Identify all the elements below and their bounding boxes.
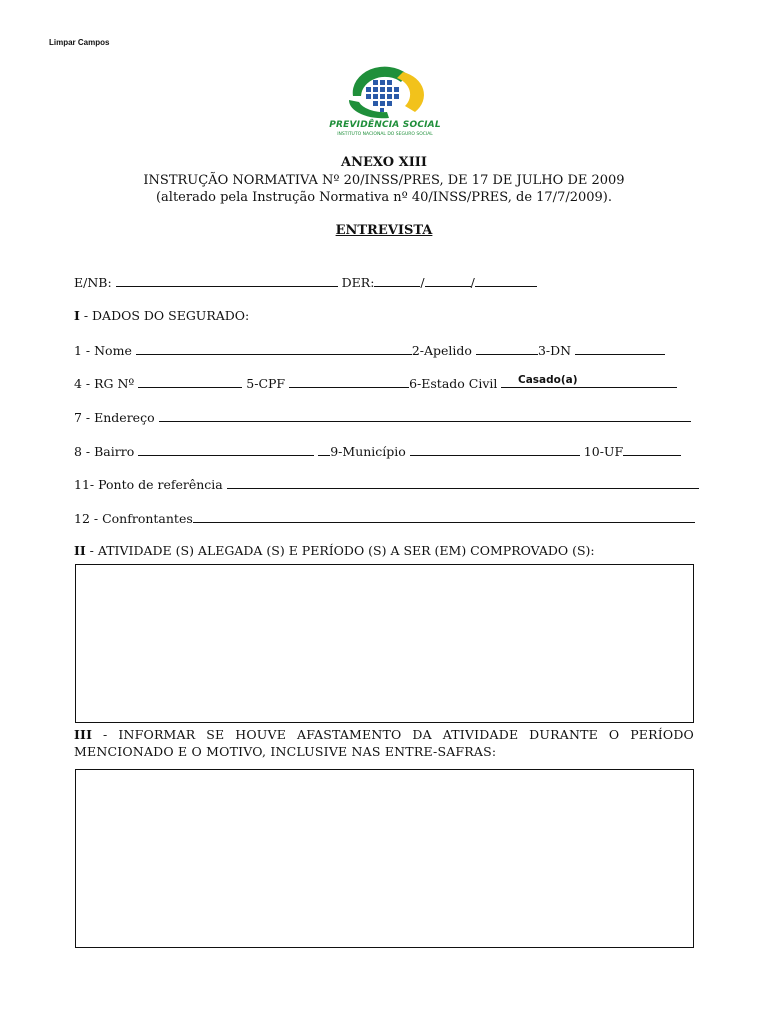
row-rg xyxy=(74,375,677,391)
der-label: DER: xyxy=(341,275,375,290)
row-confrontantes xyxy=(74,510,695,526)
previdencia-social-logo xyxy=(325,66,445,142)
rg-label: 4 - RG Nº xyxy=(74,376,135,391)
section-1-label: - DADOS DO SEGURADO: xyxy=(79,308,250,323)
section-3-number: III xyxy=(74,727,93,742)
uf-label: 10-UF xyxy=(583,444,624,459)
section-2-heading xyxy=(74,543,595,558)
estado-civil-value[interactable]: Casado(a) xyxy=(518,374,578,386)
rg-field[interactable] xyxy=(138,375,242,388)
confrontantes-field[interactable] xyxy=(193,510,695,523)
nome-field[interactable] xyxy=(136,342,412,355)
logo-subtitle: INSTITUTO NACIONAL DO SEGURO SOCIAL xyxy=(337,132,433,137)
der-sep-2: / xyxy=(470,275,475,290)
municipio-field[interactable] xyxy=(410,443,580,456)
dn-label: 3-DN xyxy=(537,343,572,358)
activities-textarea[interactable] xyxy=(76,565,693,722)
confrontantes-label: 12 - Confrontantes xyxy=(74,511,193,526)
referencia-label: 11- Ponto de referência xyxy=(74,477,223,492)
der-year-field[interactable] xyxy=(475,274,537,287)
row-endereco xyxy=(74,409,691,425)
cpf-label: 5-CPF xyxy=(246,376,286,391)
enb-der-row xyxy=(74,274,537,290)
altered-note: (alterado pela Instrução Normativa nº 40/INSS/PRES, de 17/7/2009). xyxy=(155,190,613,205)
cpf-field[interactable] xyxy=(289,375,409,388)
section-2-label: - ATIVIDADE (S) ALEGADA (S) E PERÍODO (S) A SER (EM) COMPROVADO (S): xyxy=(85,543,595,558)
instruction-heading: INSTRUÇÃO NORMATIVA Nº 20/INSS/PRES, DE 17 DE JULHO DE 2009 xyxy=(143,173,625,188)
bairro-field[interactable] xyxy=(138,443,314,456)
bairro-label: 8 - Bairro xyxy=(74,444,135,459)
nome-label: 1 - Nome xyxy=(74,343,132,358)
section-1-number: I xyxy=(74,308,80,323)
logo-emblem-icon xyxy=(345,66,425,120)
dn-field[interactable] xyxy=(575,342,665,355)
municipio-label: 9-Município xyxy=(330,444,406,459)
section-3-heading xyxy=(74,726,694,760)
logo-title: PREVIDÊNCIA SOCIAL xyxy=(329,120,441,130)
der-sep-1: / xyxy=(420,275,425,290)
page-title: ENTREVISTA xyxy=(335,223,433,238)
row-referencia xyxy=(74,476,699,492)
row-nome xyxy=(74,342,665,358)
estado-civil-label: 6-Estado Civil xyxy=(409,376,498,391)
endereco-field[interactable] xyxy=(159,409,691,422)
activities-box[interactable] xyxy=(75,564,694,723)
enb-field[interactable] xyxy=(116,274,338,287)
endereco-label: 7 - Endereço xyxy=(74,410,155,425)
enb-label: E/NB: xyxy=(74,275,112,290)
bairro-gap xyxy=(318,443,330,456)
section-1-heading xyxy=(74,308,249,323)
absence-textarea[interactable] xyxy=(76,770,693,947)
clear-fields-link[interactable]: Limpar Campos xyxy=(49,38,110,47)
der-day-field[interactable] xyxy=(374,274,420,287)
der-month-field[interactable] xyxy=(425,274,471,287)
apelido-field[interactable] xyxy=(476,342,538,355)
annex-heading: ANEXO XIII xyxy=(341,155,427,170)
uf-field[interactable] xyxy=(623,443,681,456)
apelido-label: 2-Apelido xyxy=(411,343,472,358)
section-2-number: II xyxy=(74,543,86,558)
row-bairro xyxy=(74,443,681,459)
absence-box[interactable] xyxy=(75,769,694,948)
referencia-field[interactable] xyxy=(227,476,699,489)
section-3-label: - INFORMAR SE HOUVE AFASTAMENTO DA ATIVIDADE DURANTE O PERÍODO MENCIONADO E O MOTIVO, INCLUSIVE NAS ENTRE-SAFRAS: xyxy=(74,727,694,759)
